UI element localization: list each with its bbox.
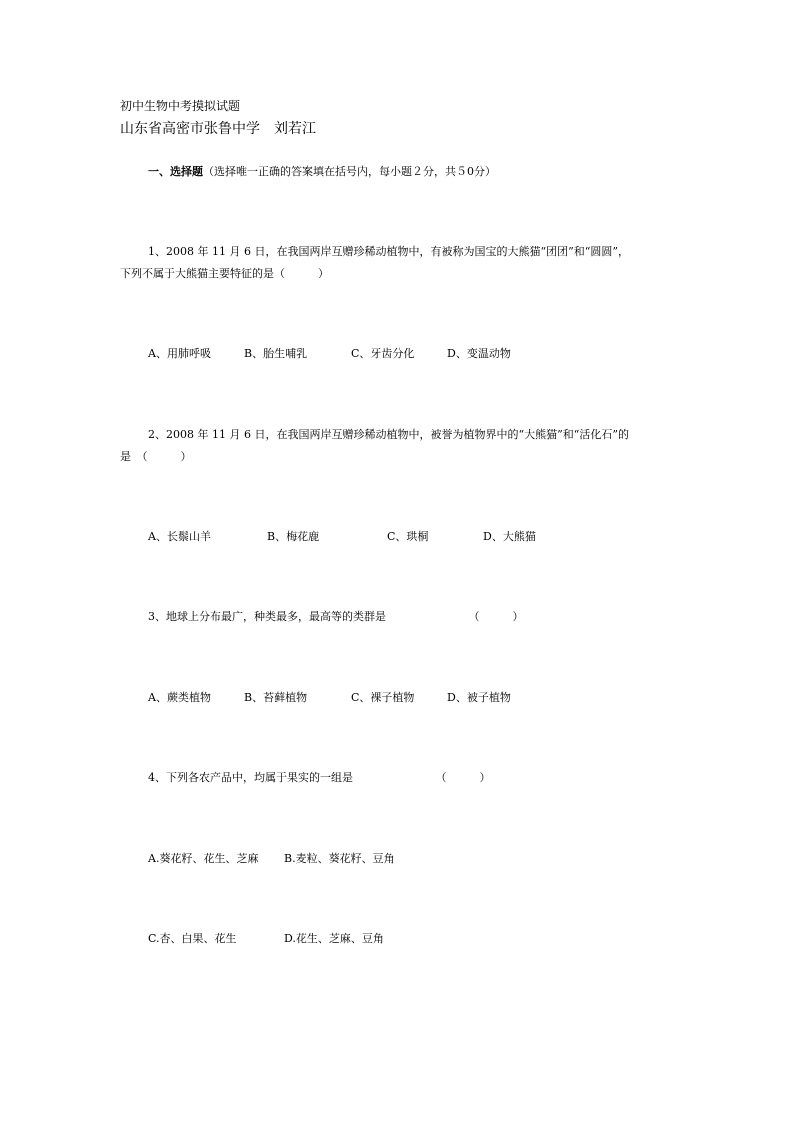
option-a: A、用肺呼吸: [148, 347, 211, 360]
exam-title: 初中生物中考摸拟试题: [120, 99, 241, 113]
question-3-options: [148, 691, 708, 705]
option-b: B、梅花鹿: [267, 530, 320, 543]
section-label: 一、选择题: [148, 165, 203, 178]
question-3-text: 3、地球上分布最广，种类最多，最高等的类群是 （ ）: [148, 610, 524, 623]
question-2-text-cont: 是 （ ）: [120, 450, 192, 463]
option-b: B、胎生哺乳: [244, 347, 308, 360]
option-d: D、被子植物: [447, 691, 511, 704]
option-b: B.麦粒、葵花籽、豆角: [284, 852, 395, 865]
option-d: D、变温动物: [447, 347, 511, 360]
option-a: A.葵花籽、花生、芝麻: [148, 852, 259, 865]
option-a: A、长鬃山羊: [148, 530, 211, 543]
option-c: C、裸子植物: [351, 691, 415, 704]
section-heading: [148, 165, 496, 179]
question-1-text: 1、2008 年 11 月 6 日，在我国两岸互赠珍稀动植物中，有被称为国宝的大熊猫“团团”和“圆圆”，: [148, 245, 629, 258]
option-d: D、大熊猫: [483, 530, 536, 543]
question-1-text-cont: 下列不属于大熊猫主要特征的是（ ）: [120, 267, 329, 280]
question-4-options-row2: [148, 932, 708, 946]
option-a: A、蕨类植物: [148, 691, 211, 704]
question-1-options: [148, 347, 708, 361]
question-2-text: 2、2008 年 11 月 6 日，在我国两岸互赠珍稀动植物中，被誉为植物界中的“大熊猫”和“活化石”的: [148, 428, 629, 441]
question-4-text: 4、下列各农产品中，均属于果实的一组是 （ ）: [148, 771, 491, 784]
option-c: C、牙齿分化: [351, 347, 415, 360]
section-instruction: （选择唯一正确的答案填在括号内，每小题２分，共５0分）: [203, 165, 496, 178]
option-b: B、苔藓植物: [244, 691, 308, 704]
option-d: D.花生、芝麻、豆角: [284, 932, 384, 945]
question-4-options-row1: [148, 852, 708, 866]
option-c: C、珙桐: [387, 530, 429, 543]
author-line: 山东省高密市张鲁中学 刘若江: [120, 121, 316, 137]
question-2-options: [148, 530, 708, 544]
option-c: C.杏、白果、花生: [148, 932, 237, 945]
